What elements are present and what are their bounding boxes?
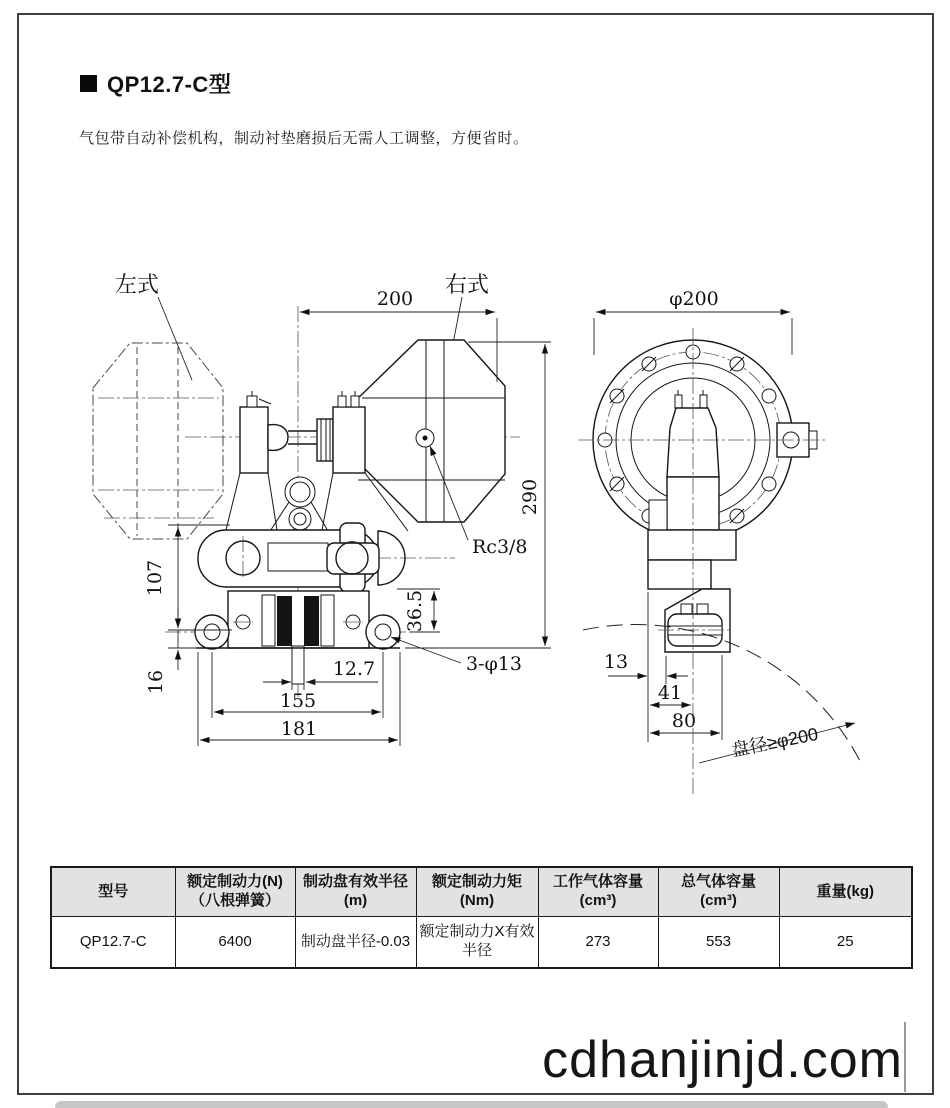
title-square-icon xyxy=(80,75,97,92)
header-model xyxy=(51,867,175,917)
header-total-gas-volume xyxy=(658,867,779,917)
header-effective-radius xyxy=(295,867,416,917)
title-row xyxy=(80,68,231,99)
header-line: (cm³) xyxy=(579,892,617,909)
dim-107: 107 xyxy=(144,559,166,597)
product-description: 气包带自动补偿机构，制动衬垫磨损后无需人工调整，方便省时。 xyxy=(79,130,529,147)
cell-model: QP12.7-C xyxy=(51,917,175,969)
header-line: (Nm) xyxy=(459,892,495,909)
header-line: 重量(kg) xyxy=(816,882,874,900)
header-line: 制动盘有效半径 xyxy=(302,873,408,891)
left-view xyxy=(93,272,551,746)
cell-effective-radius: 制动盘半径-0.03 xyxy=(295,917,416,969)
dim-36-5: 36.5 xyxy=(404,589,426,633)
header-line: 总气体容量 xyxy=(680,873,756,891)
phantom-air-chamber-left xyxy=(93,343,223,539)
page-title: QP12.7-C型 xyxy=(107,72,232,97)
spec-table xyxy=(50,866,913,969)
technical-drawing xyxy=(70,255,930,815)
dim-12-7: 12.7 xyxy=(332,658,376,680)
cell-weight: 25 xyxy=(779,917,912,969)
air-chamber-right xyxy=(352,340,505,522)
dim-200: 200 xyxy=(376,288,414,310)
cell-rated-force: 6400 xyxy=(175,917,295,969)
dim-290: 290 xyxy=(519,478,541,516)
watermark-text: cdhanjinjd.com xyxy=(542,1031,903,1089)
header-working-gas-volume xyxy=(538,867,658,917)
header-line: (m) xyxy=(343,892,368,909)
dim-thread-rc38: Rc3/8 xyxy=(472,536,528,558)
label-right-type: 右式 xyxy=(444,272,490,297)
dim-80: 80 xyxy=(671,710,697,732)
pin-bracket xyxy=(658,589,732,652)
cell-total-gas-volume: 553 xyxy=(658,917,779,969)
header-line: （八根弹簧） xyxy=(189,892,280,909)
dim-flange-phi200: φ200 xyxy=(669,288,719,310)
header-rated-torque xyxy=(416,867,538,917)
cell-working-gas-volume: 273 xyxy=(538,917,658,969)
dim-13: 13 xyxy=(603,651,629,673)
spec-table-data-row xyxy=(51,917,912,969)
bottom-bar xyxy=(55,1101,888,1108)
header-line: 型号 xyxy=(98,882,129,900)
right-view xyxy=(578,288,862,795)
dim-disc-diameter-note: 盘径≥φ200 xyxy=(729,723,820,761)
spec-table-header-row xyxy=(51,867,912,917)
cell-rated-torque: 额定制动力X有效半径 xyxy=(416,917,538,969)
header-line: (cm³) xyxy=(700,892,737,909)
dim-155: 155 xyxy=(279,690,317,712)
dim-16: 16 xyxy=(145,669,167,695)
header-rated-force xyxy=(175,867,295,917)
header-line: 工作气体容量 xyxy=(552,873,643,891)
divider-line xyxy=(904,1022,906,1092)
dim-181: 181 xyxy=(280,718,318,740)
header-weight xyxy=(779,867,912,917)
header-line: 额定制动力(N) xyxy=(187,873,283,891)
brake-pad-right xyxy=(304,596,319,646)
dim-41: 41 xyxy=(657,682,683,704)
lever-arm xyxy=(198,523,405,592)
dim-holes-3xphi13: 3-φ13 xyxy=(466,653,522,675)
label-left-type: 左式 xyxy=(114,272,160,297)
header-line: 额定制动力矩 xyxy=(431,873,522,891)
brake-pad-left xyxy=(277,596,292,646)
